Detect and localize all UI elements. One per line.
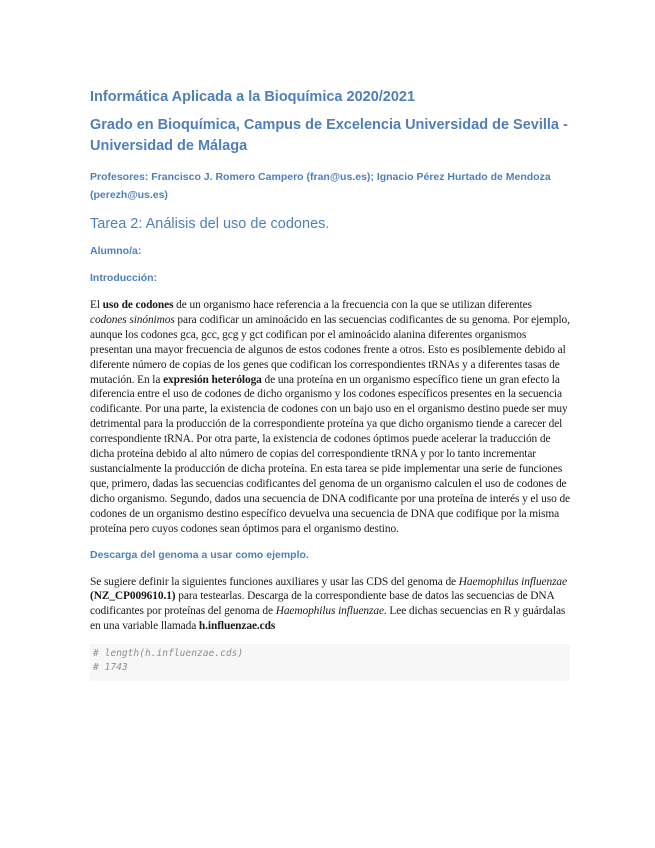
intro-text-1: de un organismo hace referencia a la frecuencia con la que se utilizan diferentes xyxy=(173,299,532,311)
accession-id: (NZ_CP009610.1) xyxy=(90,590,176,603)
intro-heading: Introducción: xyxy=(90,272,158,284)
student-label: Alumno/a: xyxy=(90,245,142,257)
download-text-4: . Lee dichas secuencias en R y guárdalas en una variable llamada xyxy=(90,605,566,633)
download-paragraph xyxy=(90,575,570,635)
intro-text-2: para codificar un aminoácido en las secuencias codificantes de su genoma. Por ejemplo, aunque los codones gca, gcc, gcg y gct codifican por el aminoácido alanina diferentes organismos presentan una mayor frecuencia de algunos de estos codones frente a otros. Esto es posiblemente debido al diferente número de copias de los genes que codifican los correspondientes tRNAs y a diferentes tasas de mutación. En la xyxy=(90,313,570,386)
authors-line: Profesores: Francisco J. Romero Campero (fran@us.es); Ignacio Pérez Hurtado de Mendoza (perezh@us.es) xyxy=(90,171,551,201)
degree-subtitle: Grado en Bioquímica, Campus de Excelencia Universidad de Sevilla - Universidad de Málaga xyxy=(90,117,568,154)
synonymous-codons-term: codones sinónimos xyxy=(90,313,175,326)
intro-text-3: de una proteína en un organismo específico tiene un gran efecto la diferencia entre el uso de codones de dicho organismo y los codones específicos presentes en la secuencia codificante. Por una parte, la existencia de codones con un bajo uso en el organismo destino puede ser muy detrimental para la producción de la correspondiente proteína ya que dicho organismo tiende a carecer del correspondiente tRNA. Por otra parte, la existencia de codones óptimos puede acelerar la traducción de dicha proteína debido al alto número de copias del correspondiente tRNA y por lo tanto incrementar sustancialmente la producción de dicha proteína. En esta tarea se pide implementar una serie de funciones que, primero, dadas las secuencias codificantes del genoma de un organismo calculen el uso de codones de dicho organismo. Segundo, dados una secuencia de DNA codificante por una proteína de interés y el uso de codones de un organismo destino específico devuelva una secuencia de DNA que codifique por la misma proteína pero cuyos codones sean óptimos para el organismo destino. xyxy=(90,373,570,535)
download-heading: Descarga del genoma a usar como ejemplo. xyxy=(90,548,309,561)
task-title: Tarea 2: Análisis del uso de codones. xyxy=(90,216,330,232)
species-name: Haemophilus influenzae xyxy=(458,575,567,588)
download-text-1: Se sugiere definir la siguientes funciones auxiliares y usar las CDS del genoma de xyxy=(90,575,459,588)
code-line-2: # 1743 xyxy=(93,662,128,674)
download-text-3: para testearlas. Descarga de la correspondiente base de datos las secuencias de DNA codificantes por proteínas del genoma de xyxy=(90,590,555,618)
document-page xyxy=(90,88,570,681)
code-block xyxy=(90,644,570,681)
variable-name: h.influenzae.cds xyxy=(198,620,276,633)
heterologous-expression-term: expresión heteróloga xyxy=(163,373,262,386)
intro-text-0: El xyxy=(90,299,103,311)
codon-usage-term: uso de codones xyxy=(102,299,174,311)
intro-paragraph xyxy=(90,298,570,537)
course-title: Informática Aplicada a la Bioquímica 2020/2021 xyxy=(90,89,416,105)
code-line-1: # length(h.influenzae.cds) xyxy=(93,648,244,660)
species-name-2: Haemophilus influenzae xyxy=(275,605,384,618)
